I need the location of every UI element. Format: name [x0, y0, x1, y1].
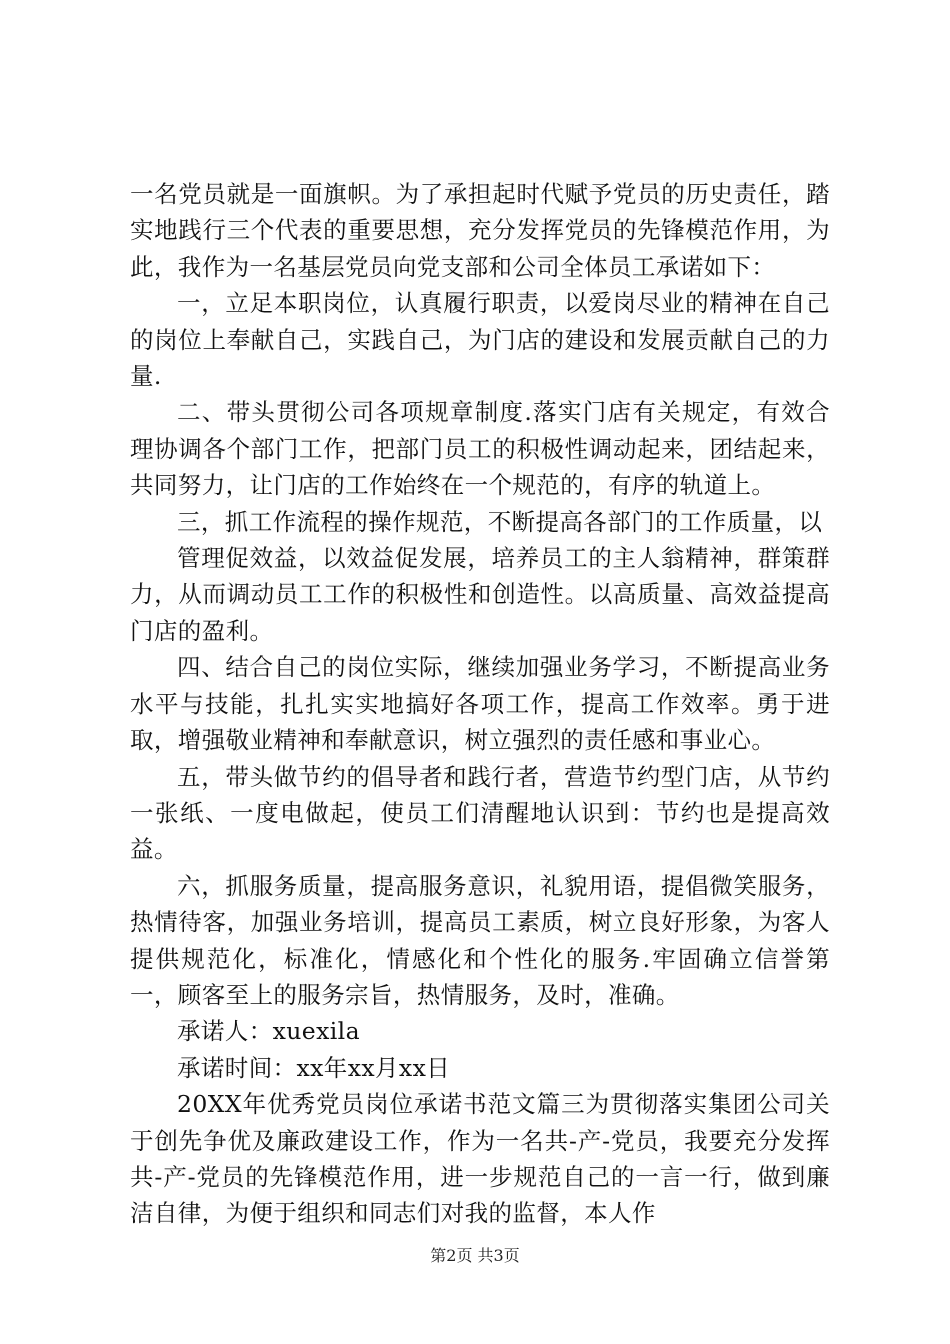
- intro-paragraph: 一名党员就是一面旗帜。为了承担起时代赋予党员的历史责任，踏实地践行三个代表的重要思想，充分发挥党员的先锋模范作用，为此，我作为一名基层党员向党支部和公司全体员工承诺如下：: [130, 180, 830, 281]
- commitment-item-2: 二、带头贯彻公司各项规章制度.落实门店有关规定，有效合理协调各个部门工作，把部门员工的积极性调动起来，团结起来，共同努力，让门店的工作始终在一个规范的，有序的轨道上。: [130, 398, 830, 500]
- commitment-item-3-continued: 管理促效益，以效益促发展，培养员工的主人翁精神，群策群力，从而调动员工工作的积极性和创造性。以高质量、高效益提高门店的盈利。: [130, 544, 830, 645]
- page-footer: 第2页 共3页: [430, 1246, 520, 1265]
- commitment-date-line: 承诺时间：xx年xx月xx日: [177, 1053, 451, 1082]
- signatory-line: 承诺人：xuexila: [177, 1017, 360, 1046]
- commitment-item-6: 六，抓服务质量，提高服务意识，礼貌用语，提倡微笑服务，热情待客，加强业务培训，提高员工素质，树立良好形象，为客人提供规范化，标准化，情感化和个性化的服务.牢固确立信誉第一，顾客至上的服务宗旨，热情服务，及时，准确。: [130, 871, 830, 1009]
- document-body: [130, 176, 830, 1232]
- commitment-item-4: 四、结合自己的岗位实际，继续加强业务学习，不断提高业务水平与技能，扎扎实实地搞好各项工作，提高工作效率。勇于进取，增强敬业精神和奉献意识，树立强烈的责任感和事业心。: [130, 653, 830, 755]
- commitment-item-5: 五，带头做节约的倡导者和践行者，营造节约型门店，从节约一张纸、一度电做起，使员工们清醒地认识到：节约也是提高效益。: [130, 762, 830, 864]
- commitment-item-1: 一，立足本职岗位，认真履行职责，以爱岗尽业的精神在自己的岗位上奉献自己，实践自己，为门店的建设和发展贡献自己的力量.: [130, 289, 830, 391]
- next-article-paragraph: 20XX年优秀党员岗位承诺书范文篇三为贯彻落实集团公司关于创先争优及廉政建设工作，作为一名共-产-党员，我要充分发挥共-产-党员的先锋模范作用，进一步规范自己的一言一行，做到廉洁自律，为便于组织和同志们对我的监督，本人作: [130, 1090, 830, 1228]
- commitment-item-3: 三，抓工作流程的操作规范，不断提高各部门的工作质量，以: [177, 507, 823, 536]
